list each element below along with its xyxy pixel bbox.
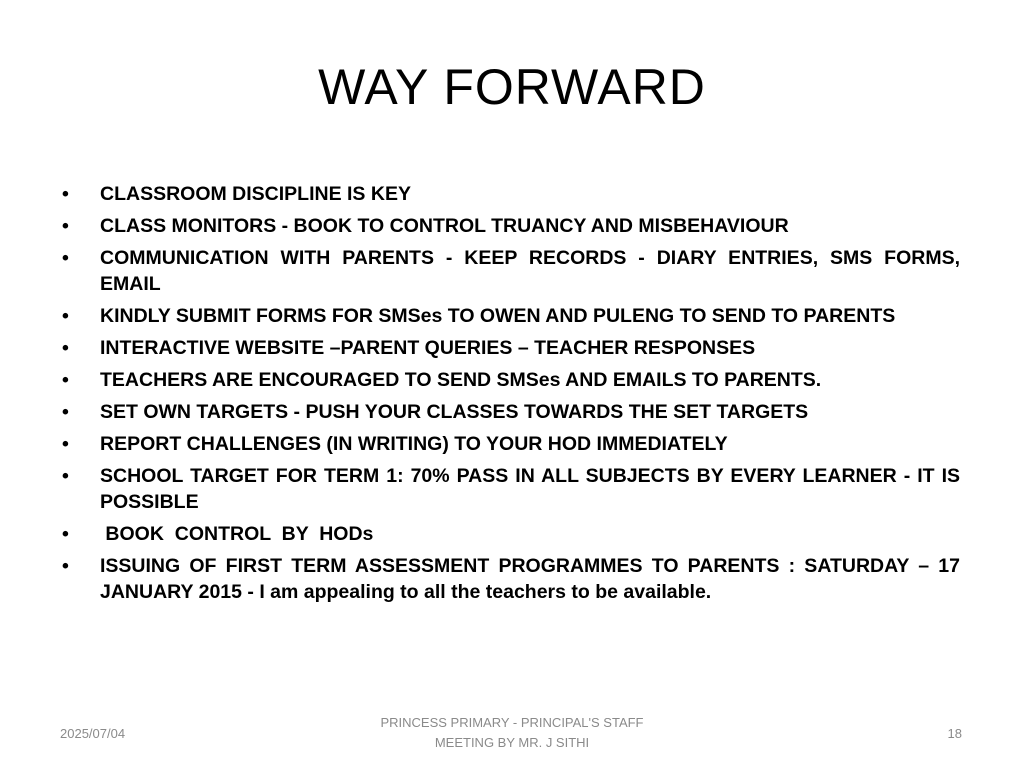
bullet-text: KINDLY SUBMIT FORMS FOR SMSes TO OWEN AND PULENG TO SEND TO PARENTS [100, 305, 896, 327]
bullet-item [62, 335, 960, 361]
bullet-icon: • [62, 555, 69, 577]
bullet-icon: • [62, 465, 69, 487]
bullet-item [62, 521, 960, 547]
bullet-text: ISSUING OF FIRST TERM ASSESSMENT PROGRAMMES TO PARENTS : SATURDAY – 17 JANUARY 2015 - I am appealing to all the teachers to be available. [100, 555, 960, 603]
footer-date: 2025/07/04 [60, 726, 126, 741]
bullet-icon: • [62, 183, 69, 205]
bullet-text: BOOK CONTROL BY HODs [100, 523, 374, 545]
bullet-icon: • [62, 337, 69, 359]
bullet-text: CLASSROOM DISCIPLINE IS KEY [100, 183, 411, 205]
bullet-icon: • [62, 401, 69, 423]
bullet-text: SCHOOL TARGET FOR TERM 1: 70% PASS IN ALL SUBJECTS BY EVERY LEARNER - IT IS POSSIBLE [100, 465, 960, 513]
bullet-icon: • [62, 523, 69, 545]
footer-title-line-1: PRINCESS PRIMARY - PRINCIPAL'S STAFF [380, 715, 644, 730]
slide-title: WAY FORWARD [318, 59, 706, 115]
bullet-icon: • [62, 247, 69, 269]
footer-presentation-title [362, 713, 662, 753]
bullet-icon: • [62, 433, 69, 455]
bullet-icon: • [62, 369, 69, 391]
bullet-icon: • [62, 215, 69, 237]
bullet-text: TEACHERS ARE ENCOURAGED TO SEND SMSes AND EMAILS TO PARENTS. [100, 369, 822, 391]
bullet-text: COMMUNICATION WITH PARENTS - KEEP RECORDS - DIARY ENTRIES, SMS FORMS, EMAIL [100, 247, 960, 295]
bullet-item [62, 367, 960, 393]
bullet-item [62, 213, 960, 239]
footer-title-line-2: MEETING BY MR. J SITHI [434, 735, 590, 750]
bullet-item [62, 553, 960, 605]
bullet-list [62, 181, 960, 611]
bullet-icon: • [62, 305, 69, 327]
slide-number: 18 [947, 726, 962, 741]
bullet-item [62, 463, 960, 515]
bullet-item [62, 181, 960, 207]
bullet-text: INTERACTIVE WEBSITE –PARENT QUERIES – TEACHER RESPONSES [100, 337, 756, 359]
bullet-item [62, 399, 960, 425]
bullet-text: SET OWN TARGETS - PUSH YOUR CLASSES TOWARDS THE SET TARGETS [100, 401, 809, 423]
bullet-text: REPORT CHALLENGES (IN WRITING) TO YOUR HOD IMMEDIATELY [100, 433, 728, 455]
bullet-item [62, 303, 960, 329]
bullet-item [62, 245, 960, 297]
bullet-item [62, 431, 960, 457]
bullet-text: CLASS MONITORS - BOOK TO CONTROL TRUANCY AND MISBEHAVIOUR [100, 215, 789, 237]
